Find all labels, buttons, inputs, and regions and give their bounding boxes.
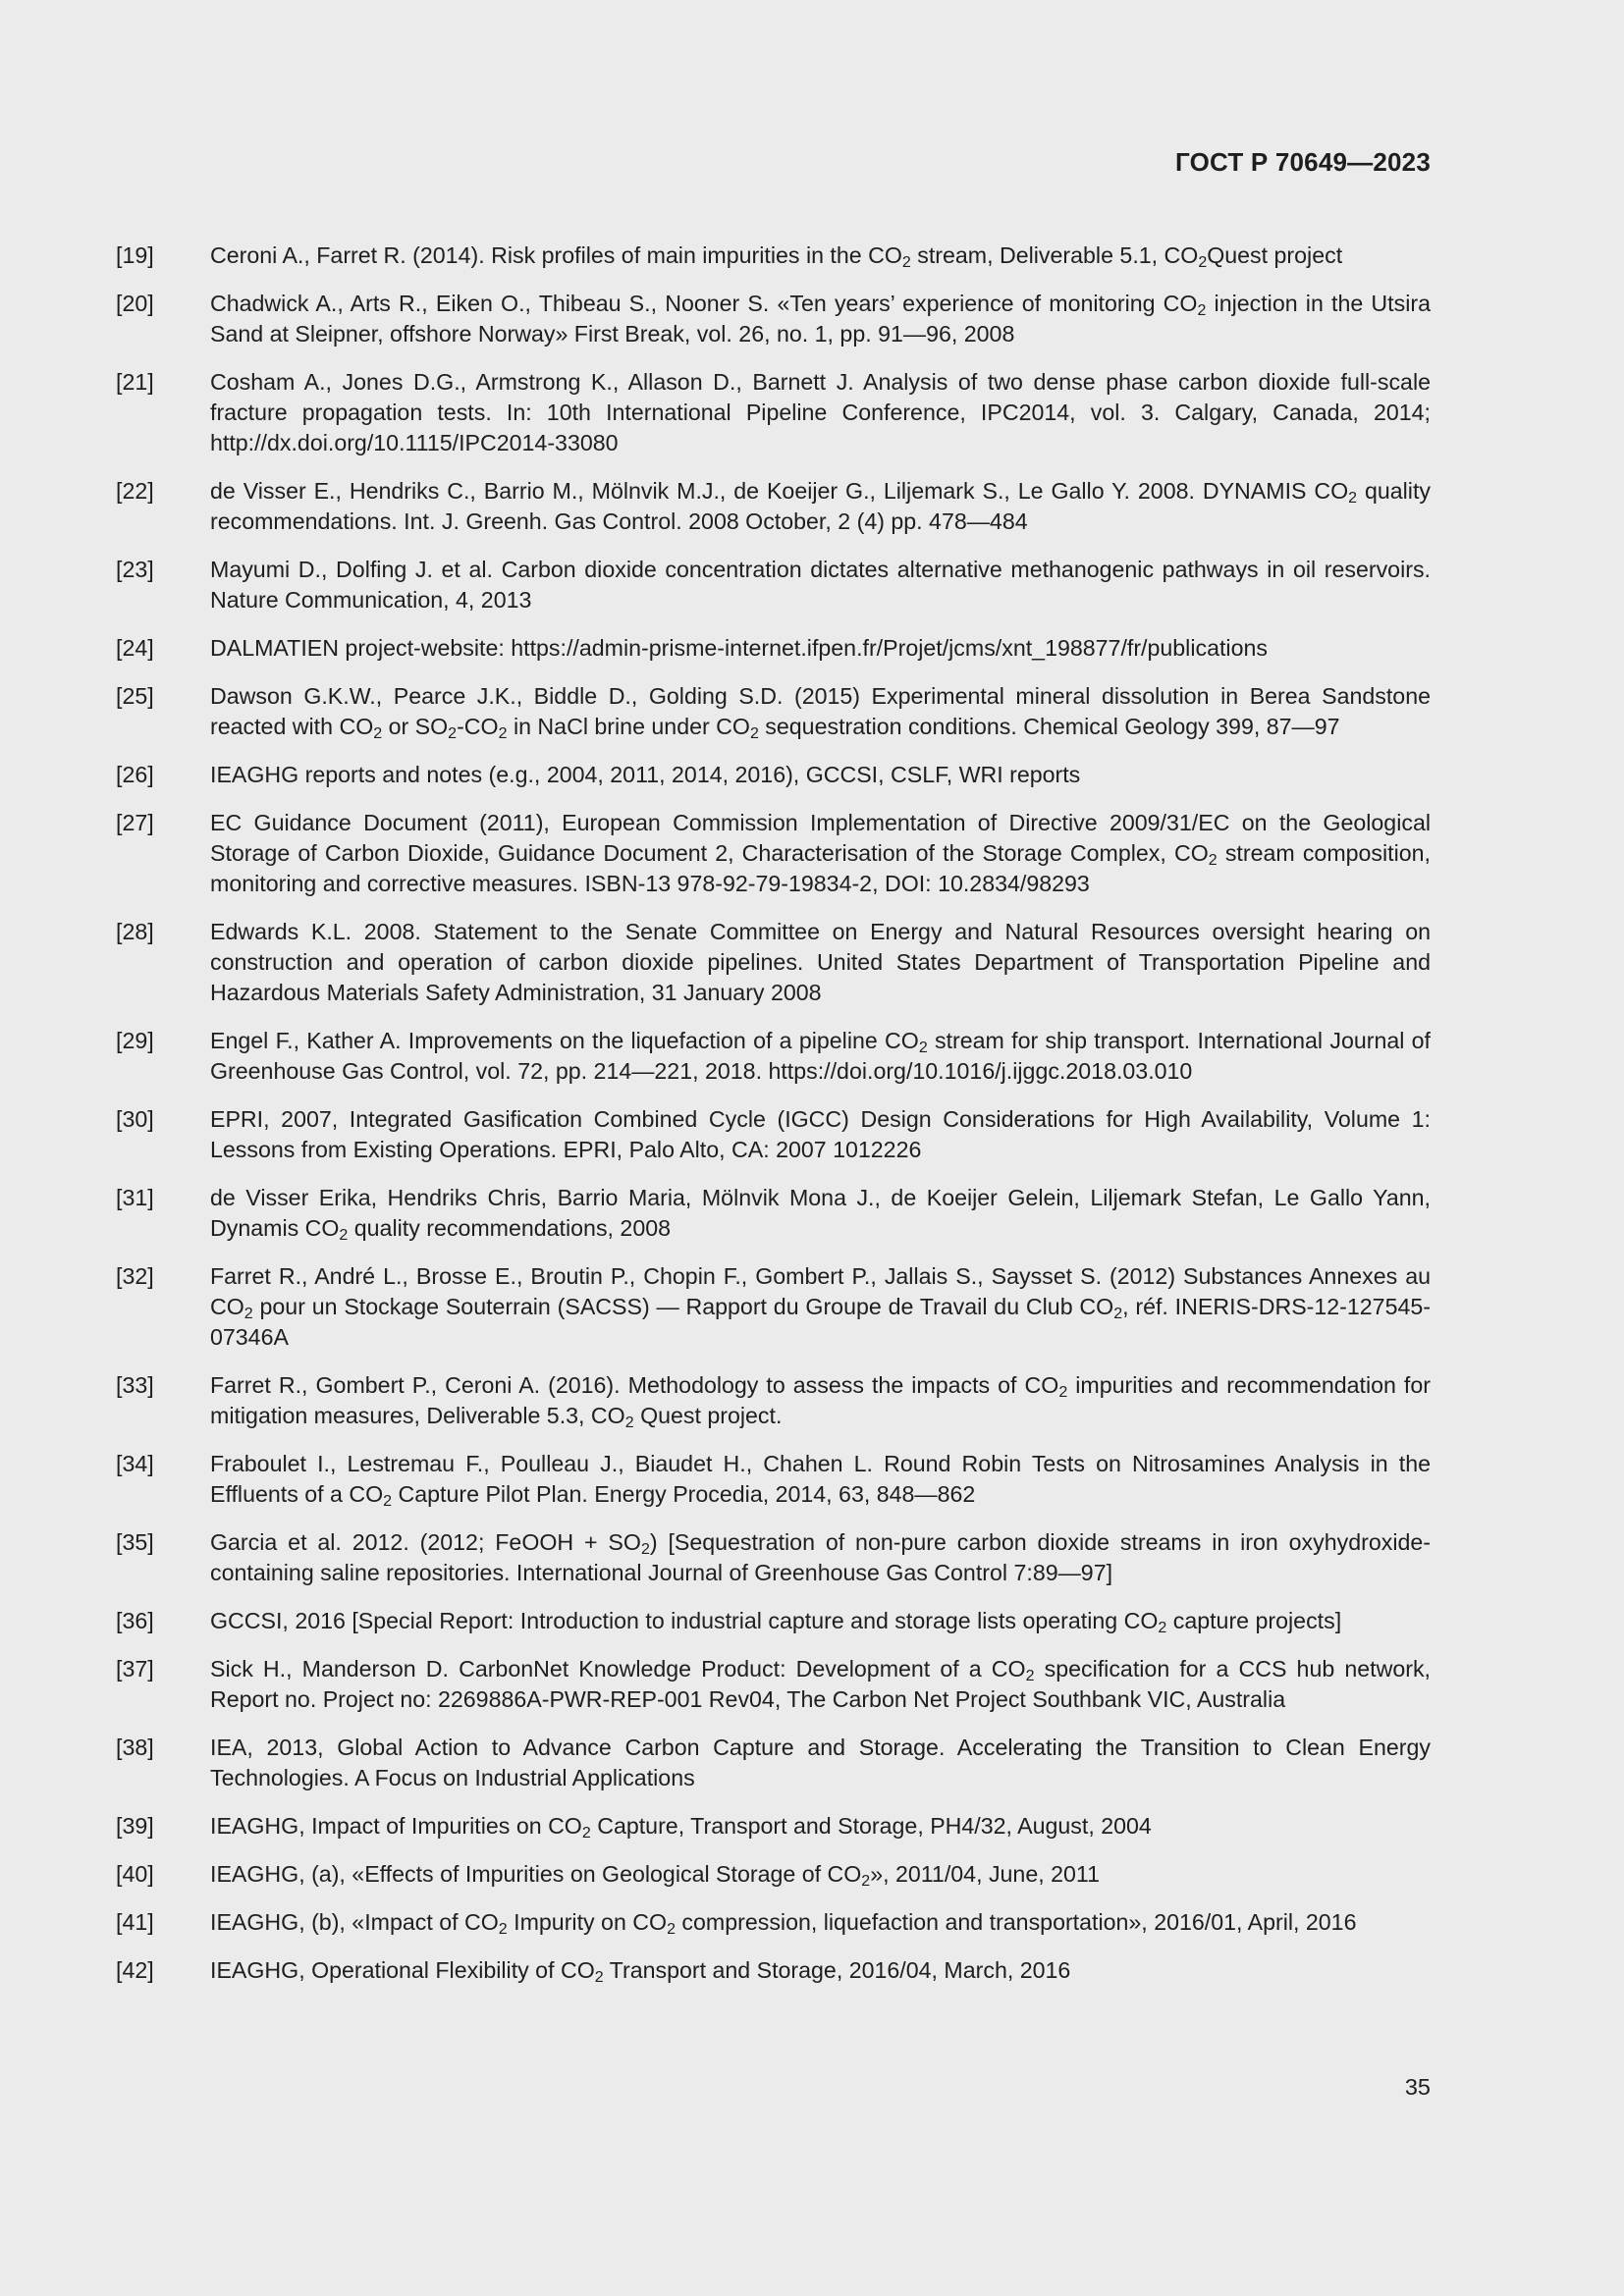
subscript: 2 bbox=[640, 1541, 650, 1558]
reference-entry bbox=[116, 289, 1431, 349]
reference-entry bbox=[116, 1183, 1431, 1244]
reference-entry bbox=[116, 1907, 1431, 1938]
reference-text: de Visser E., Hendriks C., Barrio M., Mölnvik M.J., de Koeijer G., Liljemark S., Le Gallo Y. 2008. DYNAMIS $CO_2$ quality recommendations. Int. J. Greenh. Gas Control. 2008 October, 2 (4) pp. 478—484 bbox=[210, 478, 1431, 534]
subscript: 2 bbox=[1198, 254, 1208, 271]
reference-number: [40] bbox=[116, 1861, 154, 1887]
reference-text: IEAGHG reports and notes (e.g., 2004, 2011, 2014, 2016), GCCSI, CSLF, WRI reports bbox=[210, 762, 1081, 787]
reference-number: [19] bbox=[116, 242, 154, 268]
subscript: 2 bbox=[901, 254, 911, 271]
reference-number: [35] bbox=[116, 1529, 154, 1555]
reference-number: [38] bbox=[116, 1735, 154, 1760]
reference-entry bbox=[116, 1955, 1431, 1986]
reference-number: [34] bbox=[116, 1451, 154, 1476]
subscript: 2 bbox=[861, 1873, 871, 1890]
reference-entry bbox=[116, 1654, 1431, 1715]
reference-number: [22] bbox=[116, 478, 154, 504]
subscript: 2 bbox=[749, 725, 759, 742]
reference-number: [42] bbox=[116, 1957, 154, 1983]
reference-entry bbox=[116, 240, 1431, 271]
reference-text: Fraboulet I., Lestremau F., Poulleau J., Biaudet H., Chahen L. Round Robin Tests on Nitrosamines Analysis in the Effluents of a $CO_2$ Capture Pilot Plan. Energy Procedia, 2014, 63, 848—862 bbox=[210, 1451, 1431, 1510]
reference-number: [36] bbox=[116, 1608, 154, 1633]
subscript: 2 bbox=[383, 1493, 393, 1510]
subscript: 2 bbox=[594, 1969, 604, 1986]
reference-text: Chadwick A., Arts R., Eiken O., Thibeau S., Nooner S. «Ten years’ experience of monitoring $CO_2$ injection in the Utsira Sand at Sleipner, offshore Norway» First Break, vol. 26, no. 1, pp. 91—96, 2008 bbox=[210, 291, 1431, 347]
reference-entry bbox=[116, 633, 1431, 664]
reference-number: [24] bbox=[116, 635, 154, 661]
reference-entry bbox=[116, 681, 1431, 742]
subscript: 2 bbox=[448, 725, 458, 742]
reference-number: [37] bbox=[116, 1656, 154, 1682]
reference-entry bbox=[116, 1261, 1431, 1353]
reference-entry bbox=[116, 808, 1431, 899]
reference-text: Mayumi D., Dolfing J. et al. Carbon dioxide concentration dictates alternative methanogenic pathways in oil reservoirs. Nature Communication, 4, 2013 bbox=[210, 557, 1431, 613]
reference-text: Sick H., Manderson D. CarbonNet Knowledge Product: Development of a $CO_2$ specification for a CCS hub network, Report no. Project no: 2269886A-PWR-REP-001 Rev04, The Carbon Net Project Southbank VIC, Australia bbox=[210, 1656, 1431, 1712]
reference-number: [21] bbox=[116, 369, 154, 395]
reference-number: [33] bbox=[116, 1372, 154, 1398]
subscript: 2 bbox=[667, 1921, 676, 1938]
reference-entry bbox=[116, 1026, 1431, 1087]
reference-text: Garcia et al. 2012. (2012; FeOOH + $SO_2$) [Sequestration of non-pure carbon dioxide streams in iron oxyhydroxide-containing saline repositories. International Journal of Greenhouse Gas Control 7:89—97] bbox=[210, 1529, 1432, 1585]
subscript: 2 bbox=[1025, 1668, 1035, 1684]
subscript: 2 bbox=[1348, 490, 1358, 507]
subscript: 2 bbox=[1158, 1620, 1167, 1636]
reference-text: EC Guidance Document (2011), European Commission Implementation of Directive 2009/31/EC on the Geological Storage of Carbon Dioxide, Guidance Document 2, Characterisation of the Storage Complex, $CO_2$ stream composition, monitoring and corrective measures. ISBN-13 978-92-79-19834-2, DOI: 10.2834/98293 bbox=[210, 810, 1432, 896]
reference-text: DALMATIEN project-website: https://admin-prisme-internet.ifpen.fr/Projet/jcms/xnt_198877/fr/publications bbox=[210, 635, 1268, 661]
document-code-header: ГОСТ Р 70649—2023 bbox=[1175, 147, 1431, 177]
reference-number: [27] bbox=[116, 810, 154, 835]
reference-entry bbox=[116, 555, 1431, 615]
subscript: 2 bbox=[339, 1227, 349, 1244]
reference-number: [25] bbox=[116, 683, 154, 709]
reference-text: Engel F., Kather A. Improvements on the liquefaction of a pipeline $CO_2$ stream for ship transport. International Journal of Greenhouse Gas Control, vol. 72, pp. 214—221, 2018. https://doi.org/10.1016/j.ijggc.2018.03.010 bbox=[210, 1028, 1432, 1084]
reference-text: de Visser Erika, Hendriks Chris, Barrio Maria, Mölnvik Mona J., de Koeijer Gelein, Liljemark Stefan, Le Gallo Yann, Dynamis $CO_2$ quality recommendations, 2008 bbox=[210, 1185, 1431, 1244]
subscript: 2 bbox=[1197, 302, 1207, 319]
reference-entry bbox=[116, 1449, 1431, 1510]
reference-number: [23] bbox=[116, 557, 154, 582]
reference-entry bbox=[116, 1811, 1431, 1842]
reference-entry bbox=[116, 1370, 1431, 1431]
reference-text: Edwards K.L. 2008. Statement to the Senate Committee on Energy and Natural Resources oversight hearing on construction and operation of carbon dioxide pipelines. United States Department of Transportation Pipeline and Hazardous Materials Safety Administration, 31 January 2008 bbox=[210, 919, 1431, 1005]
reference-text: Farret R., André L., Brosse E., Broutin P., Chopin F., Gombert P., Jallais S., Saysset S. (2012) Substances Annexes au $CO_2$ pour un Stockage Souterrain (SACSS) — Rapport du Groupe de Travail du Club $CO_2$, réf. INERIS-DRS-12-127545-07346A bbox=[210, 1263, 1431, 1350]
reference-number: [29] bbox=[116, 1028, 154, 1053]
reference-list bbox=[116, 240, 1431, 2003]
reference-number: [41] bbox=[116, 1909, 154, 1935]
reference-text: Cosham A., Jones D.G., Armstrong K., Allason D., Barnett J. Analysis of two dense phase carbon dioxide full-scale fracture propagation tests. In: 10th International Pipeline Conference, IPC2014, vol. 3. Calgary, Canada, 2014; http://dx.doi.org/10.1115/IPC2014-33080 bbox=[210, 369, 1431, 455]
page-number: 35 bbox=[1404, 2074, 1431, 2100]
subscript: 2 bbox=[244, 1306, 253, 1322]
subscript: 2 bbox=[373, 725, 383, 742]
reference-text: Ceroni A., Farret R. (2014). Risk profiles of main impurities in the $CO_2$ stream, Deliverable 5.1, $CO_2Quest$ project bbox=[210, 242, 1343, 271]
reference-number: [39] bbox=[116, 1813, 154, 1839]
reference-text: Dawson G.K.W., Pearce J.K., Biddle D., Golding S.D. (2015) Experimental mineral dissolution in Berea Sandstone reacted with $CO_2$ or $SO_2-CO_2$ in NaCl brine under $CO_2$ sequestration conditions. Chemical Geology 399, 87—97 bbox=[210, 683, 1431, 742]
subscript: 2 bbox=[498, 725, 508, 742]
subscript: 2 bbox=[624, 1415, 634, 1431]
reference-entry bbox=[116, 917, 1431, 1008]
subscript: 2 bbox=[918, 1040, 928, 1056]
reference-entry bbox=[116, 1104, 1431, 1165]
reference-entry bbox=[116, 367, 1431, 458]
reference-number: [32] bbox=[116, 1263, 154, 1289]
reference-entry bbox=[116, 476, 1431, 537]
subscript: 2 bbox=[498, 1921, 508, 1938]
reference-text: EPRI, 2007, Integrated Gasification Combined Cycle (IGCC) Design Considerations for High Availability, Volume 1: Lessons from Existing Operations. EPRI, Palo Alto, CA: 2007 1012226 bbox=[210, 1106, 1431, 1162]
reference-entry bbox=[116, 1859, 1431, 1890]
reference-entry bbox=[116, 1733, 1431, 1793]
reference-entry bbox=[116, 1606, 1431, 1636]
subscript: 2 bbox=[1058, 1384, 1068, 1401]
reference-number: [20] bbox=[116, 291, 154, 316]
reference-entry bbox=[116, 1527, 1431, 1588]
reference-entry bbox=[116, 760, 1431, 790]
reference-text: IEAGHG, Impact of Impurities on $CO_2$ Capture, Transport and Storage, PH4/32, August, 2004 bbox=[210, 1813, 1152, 1842]
subscript: 2 bbox=[1208, 852, 1218, 869]
reference-text: IEAGHG, (a), «Effects of Impurities on Geological Storage of $CO_2$», 2011/04, June, 2011 bbox=[210, 1861, 1100, 1890]
reference-number: [31] bbox=[116, 1185, 154, 1210]
subscript: 2 bbox=[1113, 1306, 1123, 1322]
reference-number: [28] bbox=[116, 919, 154, 944]
reference-number: [26] bbox=[116, 762, 154, 787]
reference-text: Farret R., Gombert P., Ceroni A. (2016). Methodology to assess the impacts of $CO_2$ impurities and recommendation for mitigation measures, Deliverable 5.3, $CO_2$ Quest project. bbox=[210, 1372, 1431, 1431]
reference-number: [30] bbox=[116, 1106, 154, 1132]
subscript: 2 bbox=[581, 1825, 591, 1842]
reference-text: IEAGHG, (b), «Impact of $CO_2$ Impurity on $CO_2$ compression, liquefaction and transportation», 2016/01, April, 2016 bbox=[210, 1909, 1357, 1938]
reference-text: GCCSI, 2016 [Special Report: Introduction to industrial capture and storage lists operating $CO_2$ capture projects] bbox=[210, 1608, 1342, 1636]
reference-text: IEA, 2013, Global Action to Advance Carbon Capture and Storage. Accelerating the Transition to Clean Energy Technologies. A Focus on Industrial Applications bbox=[210, 1735, 1431, 1790]
reference-text: IEAGHG, Operational Flexibility of $CO_2$ Transport and Storage, 2016/04, March, 2016 bbox=[210, 1957, 1071, 1986]
